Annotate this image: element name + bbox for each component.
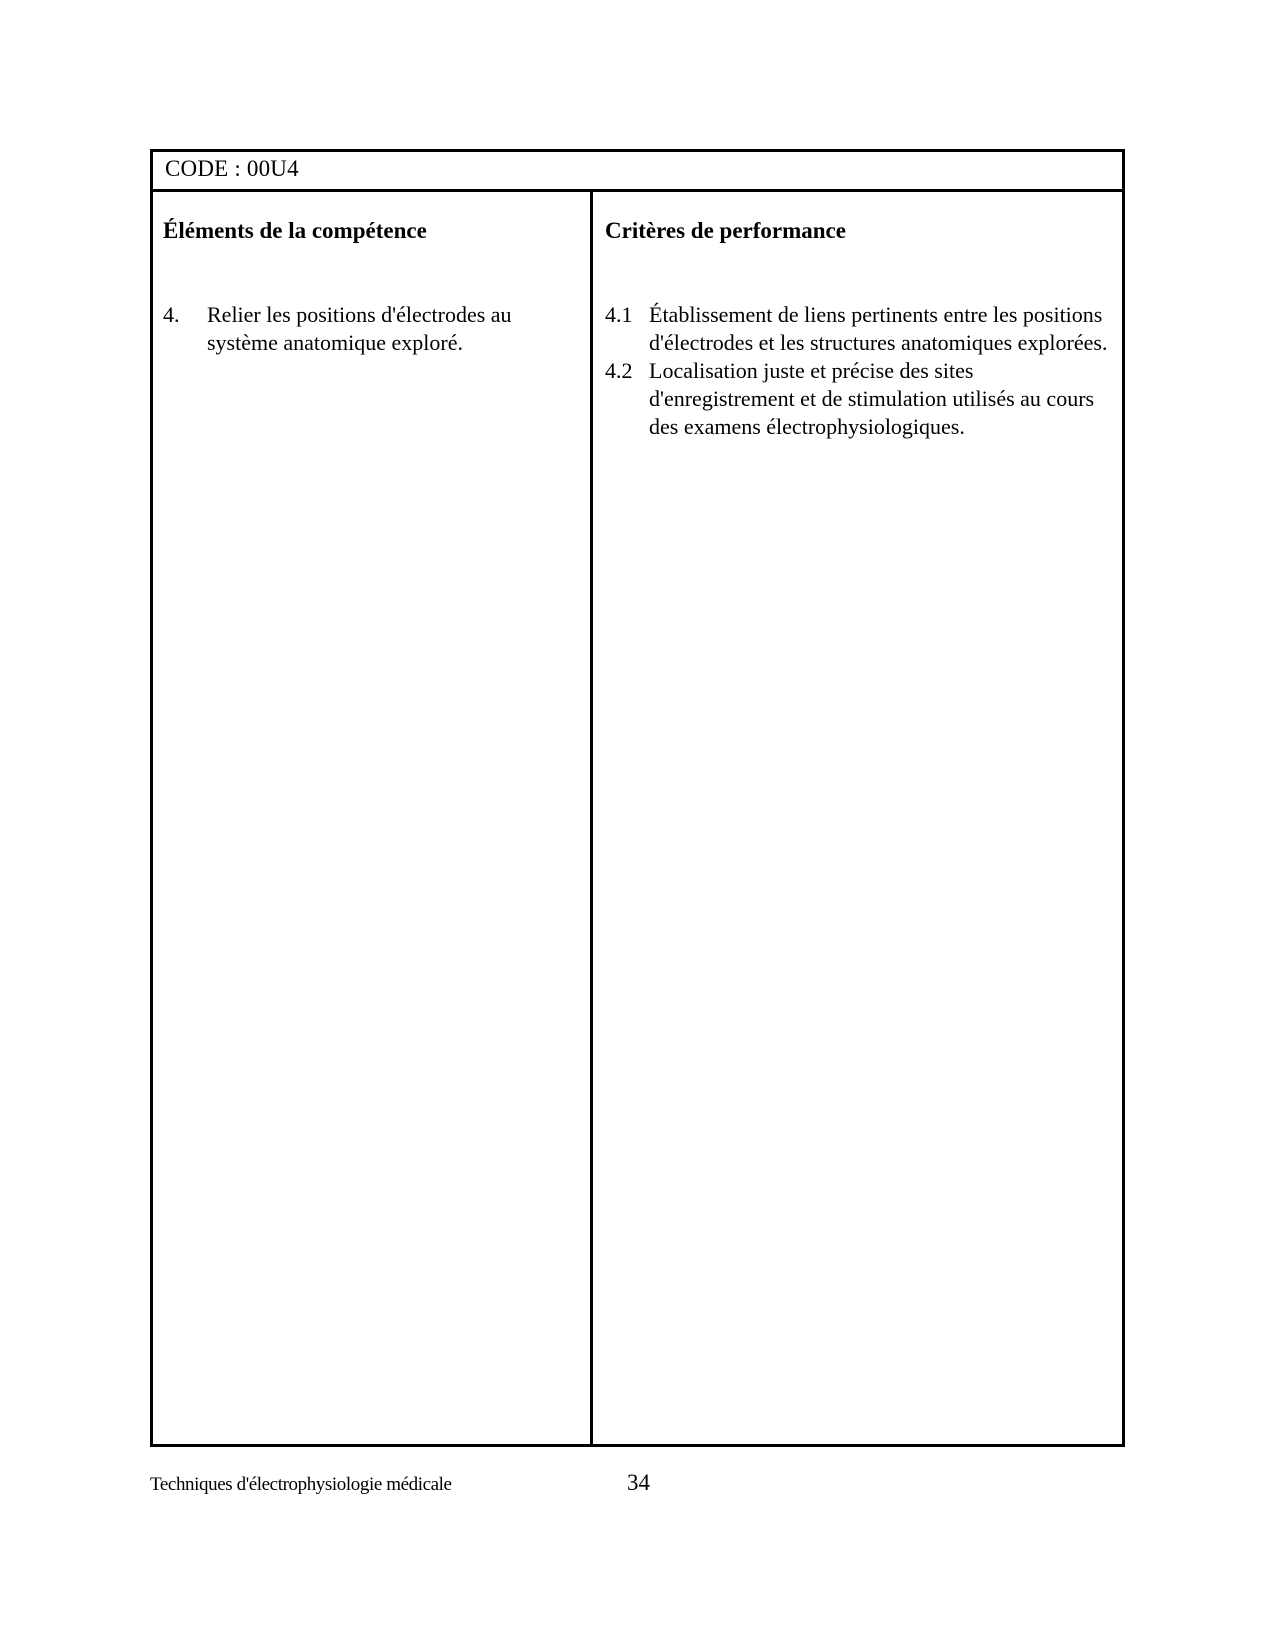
criterion-text: Établissement de liens pertinents entre les positions d'électrodes et les structures anatomiques explorées. xyxy=(649,302,1108,355)
column-divider xyxy=(590,190,593,1444)
code-row xyxy=(153,152,1122,192)
element-number: 4. xyxy=(163,302,180,327)
criteria-column xyxy=(605,192,1120,1444)
criterion-number: 4.1 xyxy=(605,302,633,327)
competence-table xyxy=(150,149,1125,1447)
criteria-heading: Critères de performance xyxy=(605,218,846,243)
criteria-list xyxy=(605,301,1120,441)
elements-list xyxy=(163,301,583,357)
page-number: 34 xyxy=(627,1470,650,1495)
code-label: CODE : 00U4 xyxy=(165,156,299,181)
footer-document-title: Techniques d'électrophysiologie médicale xyxy=(150,1474,452,1495)
criterion-item xyxy=(605,357,1120,441)
element-item xyxy=(163,301,583,357)
criterion-number: 4.2 xyxy=(605,358,633,383)
criterion-item xyxy=(605,301,1120,357)
criterion-text: Localisation juste et précise des sites d'enregistrement et de stimulation utilisés au cours des examens électrophysiologiques. xyxy=(649,358,1095,439)
elements-column xyxy=(163,192,583,1444)
element-text: Relier les positions d'électrodes au système anatomique exploré. xyxy=(207,302,512,355)
elements-heading: Éléments de la compétence xyxy=(163,218,427,243)
